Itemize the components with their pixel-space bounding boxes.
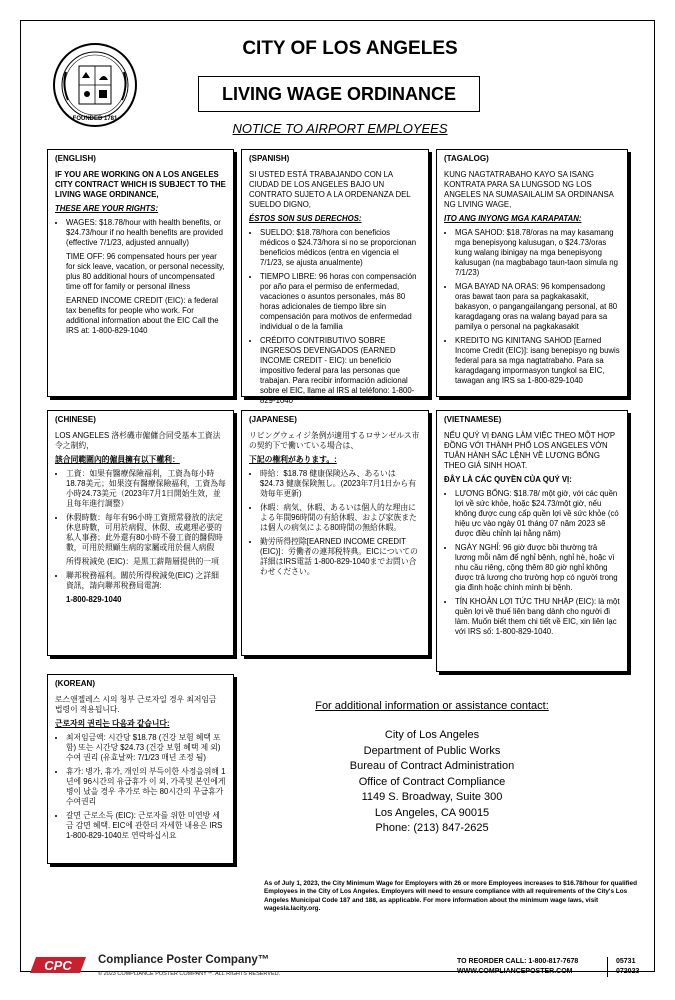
eic-item: • 갈면 근로소득 (EIC): 근로자를 위한 미연방 세금 감면 혜택. EIC에 관한더 자세한 내용은 IRS 1-800-829-1040로 연락하십시요 [66, 811, 226, 841]
language-label: (SPANISH) [249, 154, 290, 163]
poster-code: 05731 [616, 958, 636, 965]
ordinance-title: LIVING WAGE ORDINANCE [198, 76, 480, 112]
footer [20, 948, 653, 988]
rights-heading: ĐÂY LÀ CÁC QUYỀN CỦA QUÝ VỊ: [444, 475, 572, 485]
contact-line: Office of Contract Compliance [358, 775, 506, 788]
bayad-item: • MGA BAYAD NA ORAS: 96 kompensadong oras bawat taon para sa pagkakasakit, bakasyon, o pangangailangang personal, at 80 karagdagang oras na walang bayad para sa pamilya o personal na pagkakasakit [455, 282, 620, 332]
intro-text: KUNG NAGTATRABAHO KAYO SA ISANG KONTRATA PARA SA LUNGSOD NG LOS ANGELES NA SUMASAILALIM SA ORDINANSA NG LIVING WAGE, [444, 170, 614, 210]
rights-heading: THESE ARE YOUR RIGHTS: [55, 204, 159, 214]
tax-line: 所得稅減免 (EIC)：是黑工薪階層提供的一項 [66, 556, 219, 566]
page-title: CITY OF LOS ANGELES [242, 38, 458, 59]
wage-item: • 최저임금액: 시간당 $18.78 (건강 보험 혜택 포함) 또는 시간당 $24.73 (건강 보험 혜택 제 외) 수여 권리 (유효날짜: 7/1/23 매년 조정 됨) [66, 733, 226, 763]
rights-heading: ÉSTOS SON SUS DERECHOS: [249, 214, 362, 224]
contact-line: Phone: (213) 847-2625 [375, 822, 489, 834]
contact-line: Los Angeles, CA 90015 [374, 806, 490, 819]
tax-item: • 聯邦稅務福利。關於所得稅減免(EIC) 之詳細資訊，請向聯邦稅務局電詢: [66, 571, 226, 591]
credito-item: • CRÉDITO CONTRIBUTIVO SOBRE INGRESOS DEVENGADOS (EARNED INCOME CREDIT - EIC): un beneficio impositivo federal para las personas que trabajan. Para recibir información adicional sobre el EIC, llame al IRS al teléfono: 1-800-829-1040 [260, 336, 421, 406]
language-label: (JAPANESE) [249, 415, 297, 424]
tiempo-item: • TIEMPO LIBRE: 96 horas con compensación por año para el permiso de enfermedad, vacaciones o asuntos personales, más 80 horas adicionales de tiempo libre sin compensación para motivos de enfermedad individual o de la familia [260, 272, 421, 332]
vietnamese-section [436, 410, 628, 672]
reorder-info [457, 957, 578, 977]
intro-text: NẾU QUÝ VỊ ĐANG LÀM VIỆC THEO MỘT HỢP ĐỒNG VỚI THÀNH PHỐ LOS ANGELES VỚN TUÂN HÀNH SẮC LỆNH VỀ LƯƠNG BỔNG THEO GIÁ SINH HOẠT. [444, 431, 615, 471]
english-section [47, 149, 234, 397]
svg-text:FOUNDED 1781: FOUNDED 1781 [72, 116, 118, 122]
city-seal-icon [52, 42, 138, 128]
tin-item: • TÍN KHOẢN LỢI TỨC THU NHẬP (EIC): là một quền lợi về thuế liên bang dành cho người đi làm. Muốn biết them chi tiết về EIC, xin liên lạc với IRS số: 1-800-829-1040. [455, 597, 620, 637]
contact-line: Bureau of Contract Administration [349, 760, 515, 772]
kredito-item: • KREDITO NG KINITANG SAHOD [Earned Income Credit (EIC)]: isang benepisyo ng buwis federal para sa mga nagtatrabaho. Para sa karagdagang impormasyon tungkol sa EIC, tawagan ang IRS sa 1-800-829-1040 [455, 336, 620, 386]
intro-text: IF YOU ARE WORKING ON A LOS ANGELES CITY CONTRACT WHICH IS SUBJECT TO THE LIVING WAGE ORDINANCE, [55, 170, 226, 200]
intro-text: 로스앤젤레스 시의 청부 근로자일 경우 최저임금 법령이 적용됩니다. [55, 695, 217, 715]
nghi-item: • NGÀY NGHỈ: 96 giờ được bồi thường trả lương mỗi năm để nghỉ bệnh, nghỉ hè, hoặc vì nhu cầu riêng, cộng thêm 80 giờ nghỉ không được trả lương cho trường hợp có người trong gia đình hoặc chính mình bị bệnh. [455, 543, 620, 593]
japanese-section [241, 410, 429, 656]
language-label: (TAGALOG) [444, 154, 489, 163]
revision-code: 072023 [616, 967, 640, 975]
language-label: (VIETNAMESE) [444, 415, 502, 424]
language-label: (CHINESE) [55, 415, 96, 424]
wages-item: • WAGES: $18.78/hour with health benefits, or $24.73/hour if no health benefits are provided (effective 7/1/23, adjusted annually) [66, 218, 226, 248]
tagalog-section [436, 149, 628, 397]
contact-line: 1149 S. Broadway, Suite 300 [361, 791, 503, 803]
sahod-item: • MGA SAHOD: $18.78/oras na may kasamang mga benepisyong kalusugan, o $24.73/oras kung walang ibinigay na mga benepisyong kalusugan (na magbabago taun-taon simula ng 7/1/23) [455, 228, 620, 278]
copyright: © 2023 COMPLIANCE POSTER COMPANY™. ALL RIGHTS RESERVED. [98, 971, 281, 977]
language-label: (KOREAN) [55, 679, 95, 688]
language-label: (ENGLISH) [55, 154, 96, 163]
website-link[interactable]: WWW.COMPLIANCEPOSTER.COM [457, 967, 573, 975]
cpc-logo-icon [28, 955, 88, 975]
phone-number: 1-800-829-1040 [66, 594, 122, 604]
luong-item: • LƯƠNG BỔNG: $18.78/ một giờ, với các quền lợi về sức khỏe, hoặc $24.73/một giờ, nếu không được cung cấp quền lợi về sức khỏe (có hiệu ực vào ngày 01 tháng 07 năm 2023 sẽ được điều chỉnh lại hằng năm) [455, 489, 620, 539]
wage-item [66, 469, 226, 509]
timeoff-item: TIME OFF: 96 compensated hours per year for sick leave, vacation, or personal necessity, plus 80 additional hours of uncompensated time off for family or personal illness [66, 252, 225, 291]
minimum-wage-note: As of July 1, 2023, the City Minimum Wage for Employers with 26 or more Employees increases to $16.78/hour for qualified Employees in the City of Los Angeles. Employers will need to ensure compliance with all requirements of the City's Los Angeles Municipal Code 187 and 188, as applicable. For more information about the minimum wage laws, visit wagesla.lacity.org. [264, 880, 638, 912]
wage-item: • 時給：$18.78 健康保険込み、あるいは $24.73 健康保険無し。(2023年7月1日から有効毎年更新) [260, 469, 421, 499]
wage-line2: 18.78美元；如果沒有醫療保險福利，工資為每小時24.73美元（2023年7月1日開始生效，並且每年進行調整） [66, 479, 226, 509]
contact-line: City of Los Angeles [384, 729, 480, 741]
intro-text: リビングウェイジ条例が適用するロサンゼルス市の契約下で働いている場合は、 [249, 431, 420, 451]
svg-text:CPC: CPC [44, 958, 72, 973]
wage-line1: 工資：如果有醫療保險福利，工資為每小時 [66, 469, 215, 479]
eic-item: EARNED INCOME CREDIT (EIC): a federal tax benefits for people who work. For additional information about the EIC Call the IRS at: 1-800-829-1040 [66, 295, 219, 335]
korean-section [47, 674, 234, 864]
poster-codes [607, 957, 639, 977]
leave-item: • 休暇：病気、休暇、あるいは個人的な理由による年間96時間の有給休暇、および家族または個人の病気による80時間の無給休暇。 [260, 503, 421, 533]
leave-item: • 休假時數：每年有96小時工資照常發放的法定休息時數，可用於病假、休假、或處理必要的私人事務；此外還有80小時不發工資的醫假時數，可用於照顧生病的家屬或用於個人病假 [66, 513, 226, 553]
eic-item: • 勤労所得控除[EARNED INCOME CREDIT (EIC)]：労働者の連邦税特典。EICについての詳細はIRS電話 1-800-829-1040までお問い合わせください。 [260, 537, 421, 577]
rights-heading: 근로자의 권리는 다음과 같습니다: [55, 719, 170, 729]
leave-item: • 휴가: 병가, 휴가, 개인의 부득이한 사정을위해 1년에 96시간의 유급휴가 이 외, 가족및 본인에게 병이 났을 경우 추가로 하는 80시간의 무급휴가 수여권리 [66, 767, 226, 807]
sueldo-item: • SUELDO: $18.78/hora con beneficios médicos o $24.73/hora si no se proporcionan beneficios médicos (entra en vigencia el 7/1/23, se ajusta anualmente) [260, 228, 421, 268]
intro-text: LOS ANGELES 洛杉磯市僱傭合同受基本工資法令之制約， [55, 431, 221, 451]
chinese-section [47, 410, 234, 656]
contact-heading: For additional information or assistance contact: [315, 700, 549, 712]
notice-subtitle: NOTICE TO AIRPORT EMPLOYEES [232, 121, 448, 136]
rights-heading: 該合同範圍內的僱員擁有以下權利： [55, 455, 180, 465]
brand-name: Compliance Poster Company™ [98, 954, 270, 966]
contact-block [262, 700, 602, 837]
rights-heading: 下記の権利があります。: [249, 455, 337, 465]
rights-heading: ITO ANG INYONG MGA KARAPATAN: [444, 214, 582, 224]
spanish-section [241, 149, 429, 405]
contact-line: Department of Public Works [363, 744, 501, 757]
reorder-phone: TO REORDER CALL: 1-800-817-7678 [457, 958, 579, 965]
intro-text: SI USTED ESTÁ TRABAJANDO CON LA CIUDAD DE LOS ANGELES BAJO UN CONTRATO SUJETO A LA ORDENANZA DEL SUELDO DIGNO, [249, 170, 411, 210]
